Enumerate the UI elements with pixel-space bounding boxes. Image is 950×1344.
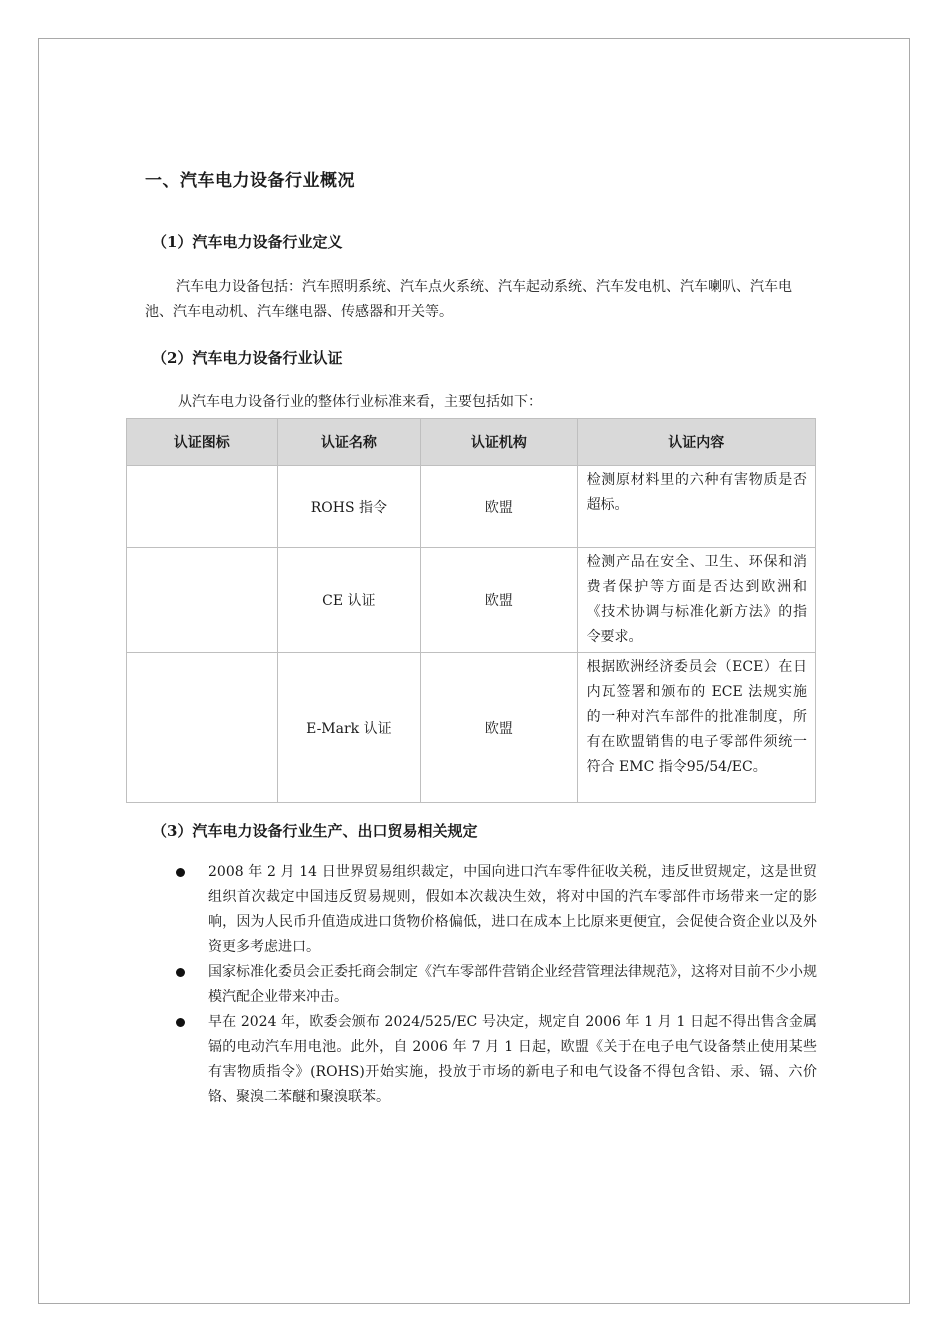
list-item-text: 2008 年 2 月 14 日世界贸易组织裁定，中国向进口汽车零件征收关税，违反世贸规定，这是世贸组织首次裁定中国违反贸易规则，假如本次裁决生效，将对中国的汽车零部件市场带来一定的影响，因为人民币升值造成进口货物价格偏低，进口在成本上比原来更便宜，会促使合资企业以及外资更多考虑进口。 — [208, 864, 817, 955]
table-row — [127, 548, 816, 653]
list-item — [145, 860, 817, 960]
table-row — [127, 466, 816, 548]
cert-icon-cell — [127, 653, 278, 803]
list-item — [145, 1010, 817, 1110]
section-heading-definition: （1）汽车电力设备行业定义 — [152, 233, 343, 251]
table-row — [127, 653, 816, 803]
cert-org-cell: 欧盟 — [421, 548, 577, 653]
cert-org-cell: 欧盟 — [421, 466, 577, 548]
section-heading-regulations: （3）汽车电力设备行业生产、出口贸易相关规定 — [152, 822, 478, 840]
bullet-icon — [176, 1018, 185, 1027]
table-header-row — [127, 419, 816, 466]
section-heading-certification: （2）汽车电力设备行业认证 — [152, 349, 343, 367]
cert-name-cell: CE 认证 — [277, 548, 421, 653]
definition-paragraph: 汽车电力设备包括：汽车照明系统、汽车点火系统、汽车起动系统、汽车发电机、汽车喇叭、汽车电池、汽车电动机、汽车继电器、传感器和开关等。 — [145, 279, 792, 320]
cert-icon-cell — [127, 548, 278, 653]
header-cert-icon: 认证图标 — [127, 419, 278, 466]
cert-name-cell: E-Mark 认证 — [277, 653, 421, 803]
list-item-text: 早在 2024 年，欧委会颁布 2024/525/EC 号决定，规定自 2006 年 1 月 1 日起不得出售含金属镉的电动汽车用电池。此外，自 2006 年 7 月 1 日起，欧盟《关于在电子电气设备禁止使用某些有害物质指令》(ROHS)开始实施，投放于市场的新电子和电气设备不得包含铅、汞、镉、六价铬、聚溴二苯醚和聚溴联苯。 — [208, 1014, 817, 1105]
cert-content-cell: 检测原材料里的六种有害物质是否超标。 — [577, 466, 815, 548]
cert-org-cell: 欧盟 — [421, 653, 577, 803]
header-cert-org: 认证机构 — [421, 419, 577, 466]
bullet-icon — [176, 968, 185, 977]
certification-table — [126, 418, 816, 803]
cert-content-cell: 检测产品在安全、卫生、环保和消费者保护等方面是否达到欧洲和《技术协调与标准化新方法》的指令要求。 — [577, 548, 815, 653]
cert-content-cell: 根据欧洲经济委员会（ECE）在日内瓦签署和颁布的 ECE 法规实施的一种对汽车部件的批准制度，所有在欧盟销售的电子零部件须统一符合 EMC 指令95/54/EC。 — [577, 653, 815, 803]
regulations-list — [145, 860, 817, 1110]
certification-intro: 从汽车电力设备行业的整体行业标准来看，主要包括如下： — [178, 394, 542, 410]
list-item-text: 国家标准化委员会正委托商会制定《汽车零部件营销企业经营管理法律规范》，这将对目前不少小规模汽配企业带来冲击。 — [208, 964, 817, 1005]
header-cert-name: 认证名称 — [277, 419, 421, 466]
header-cert-content: 认证内容 — [577, 419, 815, 466]
list-item — [145, 960, 817, 1010]
bullet-icon — [176, 868, 185, 877]
cert-icon-cell — [127, 466, 278, 548]
cert-name-cell: ROHS 指令 — [277, 466, 421, 548]
page-title: 一、汽车电力设备行业概况 — [145, 171, 355, 191]
